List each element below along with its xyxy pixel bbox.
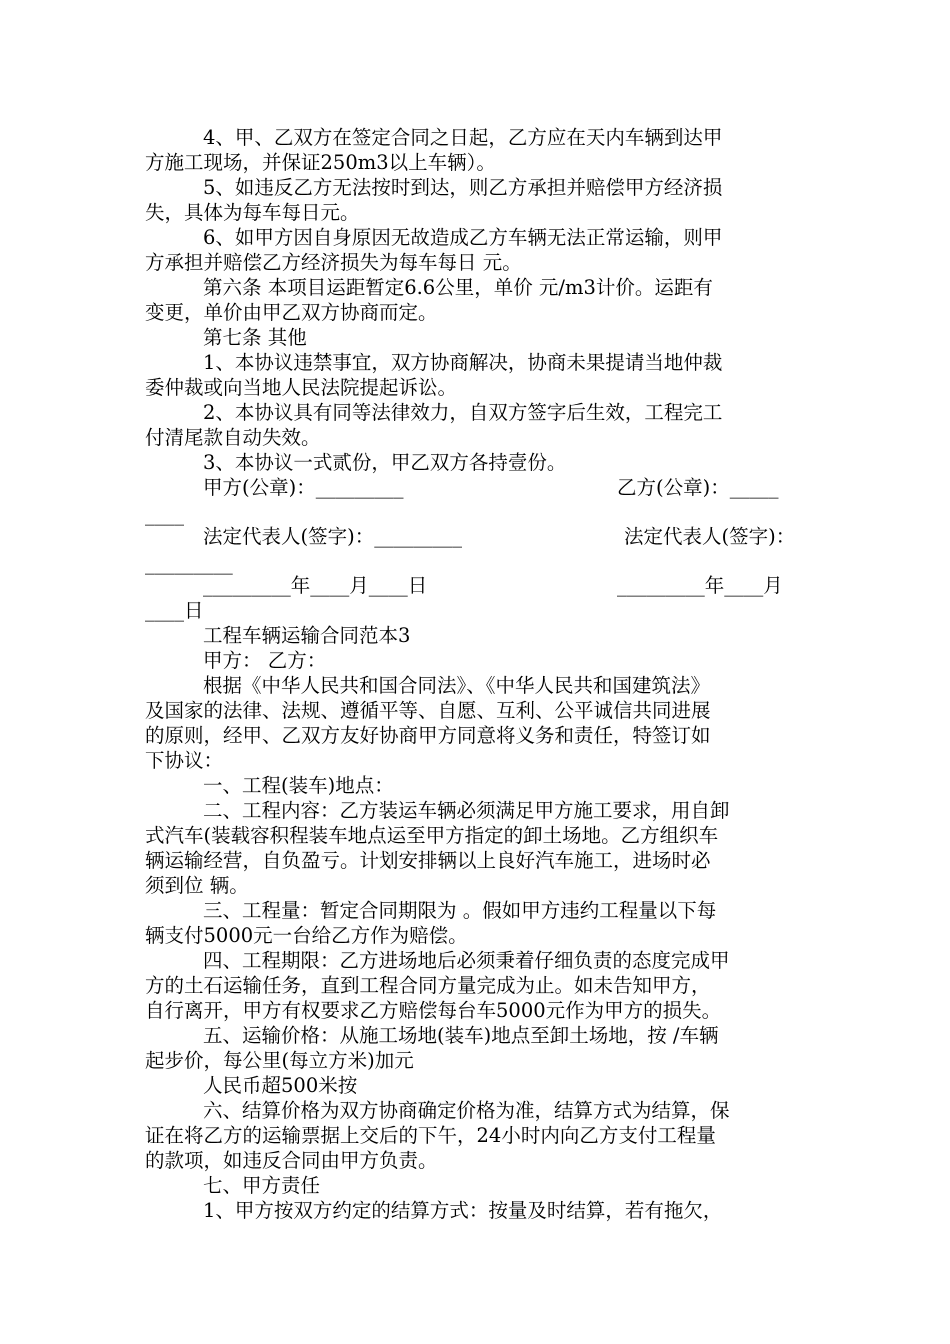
text-line: 自行离开，甲方有权要求乙方赔偿每台车5000元作为甲方的损失。 — [145, 999, 722, 1022]
party-a-date-field: _________年____月____日 — [203, 574, 428, 597]
text-line: 根据《中华人民共和国合同法》、《中华人民共和国建筑法》 — [203, 674, 711, 697]
text-line: 委仲裁或向当地人民法院提起诉讼。 — [145, 376, 458, 399]
party-a-representative-field: 法定代表人(签字)：_________ — [203, 525, 462, 548]
text-line: ____ — [145, 503, 184, 526]
text-line: 人民币超500米按 — [203, 1074, 358, 1097]
text-line: ____日 — [145, 599, 204, 622]
text-line: 四、工程期限：乙方进场地后必须秉着仔细负责的态度完成甲 — [203, 949, 730, 972]
text-line: 方的土石运输任务，直到工程合同方量完成为止。如未告知甲方， — [145, 974, 711, 997]
party-b-representative-field: 法定代表人(签字)： — [624, 525, 796, 548]
text-line: 六、结算价格为双方协商确定价格为准，结算方式为结算，保 — [203, 1099, 730, 1122]
text-line: 须到位 辆。 — [145, 874, 249, 897]
party-b-date-field: _________年____月 — [617, 574, 783, 597]
text-line: 失，具体为每车每日元。 — [145, 201, 360, 224]
text-line: 五、运输价格：从施工场地(装车)地点至卸土场地，按 /车辆 — [203, 1024, 719, 1047]
section-title: 工程车辆运输合同范本3 — [203, 624, 411, 647]
text-line: 1、本协议违禁事宜，双方协商解决，协商未果提请当地仲裁 — [203, 351, 723, 374]
text-line: 下协议： — [145, 749, 224, 772]
text-line: 一、工程(装车)地点： — [203, 774, 394, 797]
text-line: 起步价，每公里(每立方米)加元 — [145, 1049, 414, 1072]
text-line: 3、本协议一式贰份，甲乙双方各持壹份。 — [203, 451, 567, 474]
text-line: 的原则，经甲、乙双方友好协商甲方同意将义务和责任，特签订如 — [145, 724, 711, 747]
text-line: 付清尾款自动失效。 — [145, 426, 321, 449]
text-line: 方承担并赔偿乙方经济损失为每车每日 元。 — [145, 251, 522, 274]
article-6-heading: 第六条 本项目运距暂定6.6公里，单价 元/m3计价。运距有 — [203, 276, 713, 299]
text-line: 5、如违反乙方无法按时到达，则乙方承担并赔偿甲方经济损 — [203, 176, 723, 199]
text-line: 辆支付5000元一台给乙方作为赔偿。 — [145, 924, 468, 947]
text-line: _________ — [145, 552, 233, 575]
text-line: 方施工现场，并保证250m3以上车辆）。 — [145, 151, 496, 174]
text-line: 变更，单价由甲乙双方协商而定。 — [145, 301, 438, 324]
text-line: 及国家的法律、法规、遵循平等、自愿、互利、公平诚信共同进展 — [145, 699, 711, 722]
article-7-heading: 第七条 其他 — [203, 326, 307, 349]
parties-line: 甲方： 乙方： — [203, 649, 327, 672]
party-b-seal-field: 乙方(公章)：_____ — [617, 476, 779, 499]
text-line: 式汽车(装载容积程装车地点运至甲方指定的卸土场地。乙方组织车 — [145, 824, 719, 847]
text-line: 4、甲、乙双方在签定合同之日起，乙方应在天内车辆到达甲 — [203, 126, 723, 149]
text-line: 二、工程内容：乙方装运车辆必须满足甲方施工要求，用自卸 — [203, 799, 730, 822]
text-line: 三、工程量：暂定合同期限为 。假如甲方违约工程量以下每 — [203, 899, 717, 922]
text-line: 辆运输经营，自负盈亏。计划安排辆以上良好汽车施工，进场时必 — [145, 849, 711, 872]
text-line: 七、甲方责任 — [203, 1174, 321, 1197]
text-line: 的款项，如违反合同由甲方负责。 — [145, 1149, 438, 1172]
text-line: 证在将乙方的运输票据上交后的下午，24小时内向乙方支付工程量 — [145, 1124, 716, 1147]
text-line: 1、甲方按双方约定的结算方式：按量及时结算，若有拖欠， — [203, 1199, 723, 1222]
text-line: 6、如甲方因自身原因无故造成乙方车辆无法正常运输，则甲 — [203, 226, 723, 249]
text-line: 2、本协议具有同等法律效力，自双方签字后生效，工程完工 — [203, 401, 723, 424]
party-a-seal-field: 甲方(公章)：_________ — [203, 476, 404, 499]
